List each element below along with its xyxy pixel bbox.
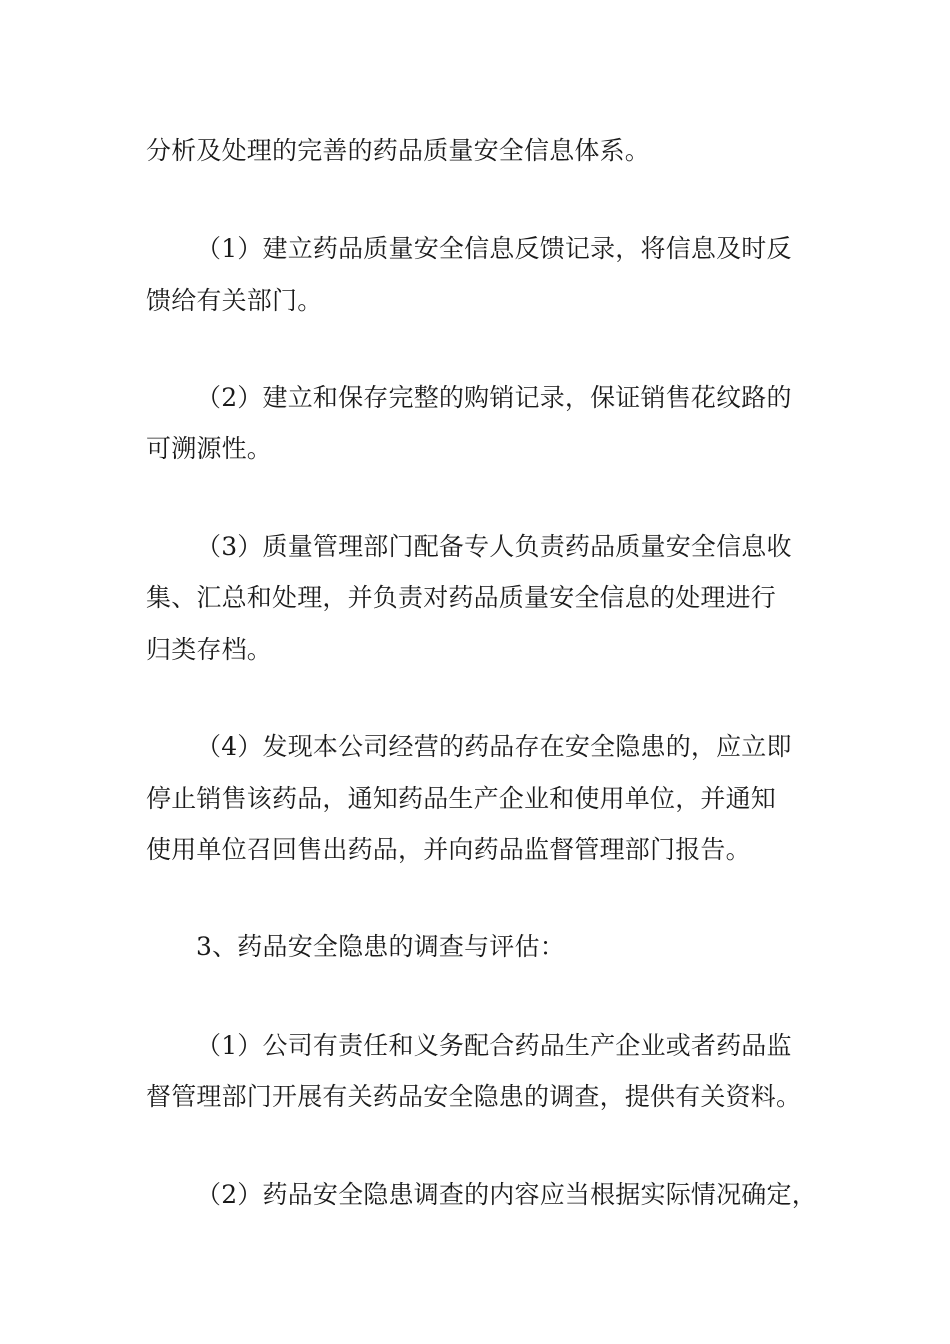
paragraph-line: 分析及处理的完善的药品质量安全信息体系。 (146, 136, 651, 165)
paragraph-line: 使用单位召回售出药品，并向药品监督管理部门报告。 (146, 835, 751, 864)
paragraph-line: （3）质量管理部门配备专人负责药品质量安全信息收 (196, 532, 792, 561)
paragraph-line: 可溯源性。 (146, 434, 273, 463)
paragraph-line: 督管理部门开展有关药品安全隐患的调查，提供有关资料。 (146, 1082, 802, 1111)
paragraph-line: （4）发现本公司经营的药品存在安全隐患的，应立即 (196, 732, 792, 761)
paragraph-line: 馈给有关部门。 (146, 286, 323, 315)
paragraph-line: （1）公司有责任和义务配合药品生产企业或者药品监 (196, 1031, 792, 1060)
paragraph-line: （2）药品安全隐患调查的内容应当根据实际情况确定， (196, 1180, 817, 1209)
paragraph-line: （1）建立药品质量安全信息反馈记录，将信息及时反 (196, 234, 792, 263)
paragraph-line: （2）建立和保存完整的购销记录，保证销售花纹路的 (196, 383, 792, 412)
paragraph-line: 归类存档。 (146, 635, 273, 664)
section-heading: 3、药品安全隐患的调查与评估： (196, 932, 565, 961)
paragraph-line: 集、汇总和处理，并负责对药品质量安全信息的处理进行 (146, 583, 777, 612)
paragraph-line: 停止销售该药品，通知药品生产企业和使用单位，并通知 (146, 784, 777, 813)
